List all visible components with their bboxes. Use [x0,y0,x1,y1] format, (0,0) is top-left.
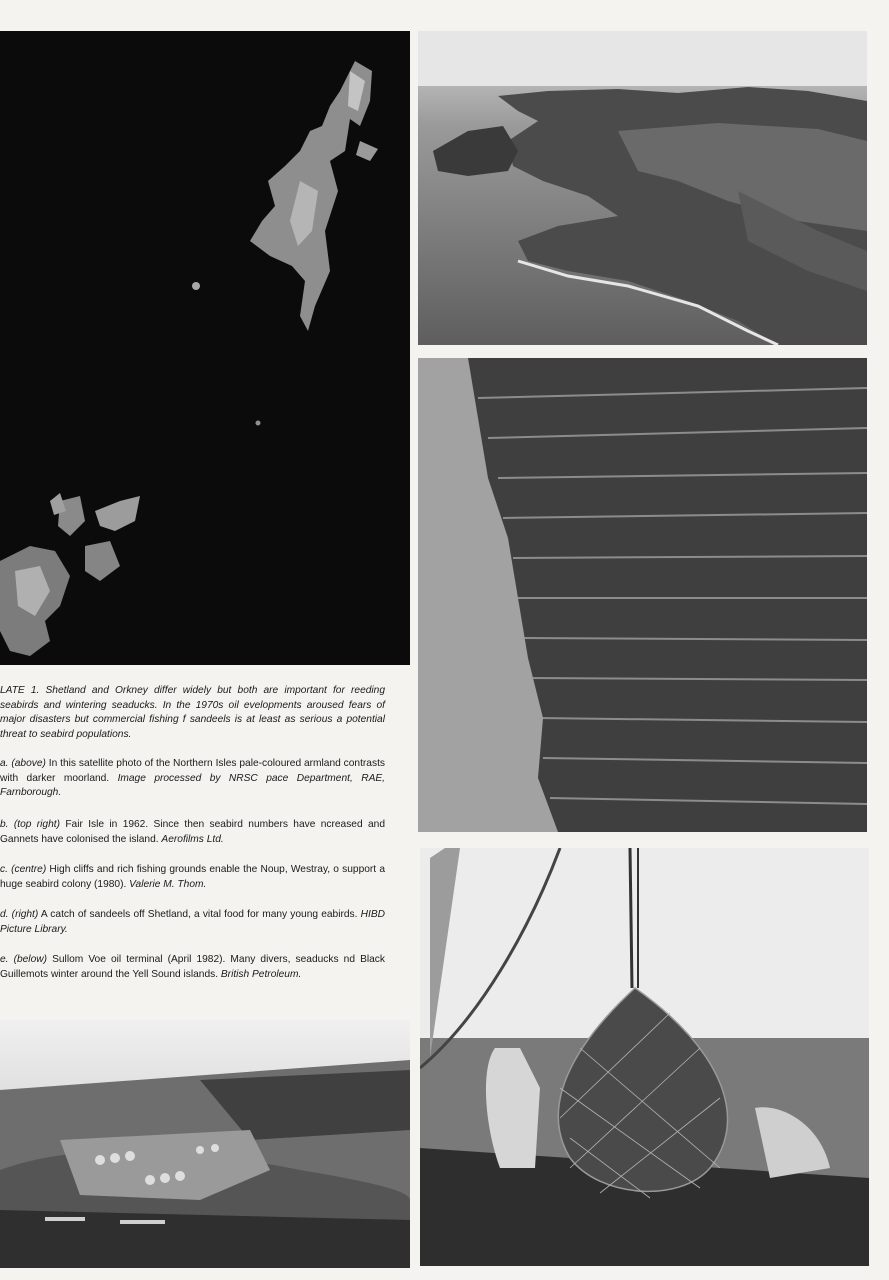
sandeel-catch-photo [420,848,869,1266]
caption-d-credit: HIBD Picture Library. [0,909,385,935]
caption-a-text: In this satellite photo of the Northern Isles pale-coloured armland contrasts with darker moorland. [0,758,385,784]
caption-b [0,818,385,847]
caption-d [0,908,385,937]
caption-e-text: Sullom Voe oil terminal (April 1982). Many divers, seaducks nd Black Guillemots winter around the Yell Sound islands. [0,954,385,980]
fair-isle-aerial-photo [418,31,867,345]
caption-b-text: Fair Isle in 1962. Since then seabird numbers have ncreased and Gannets have colonised the island. [0,819,385,845]
caption-c-text: High cliffs and rich fishing grounds enable the Noup, Westray, o support a huge seabird colony (1980). [0,864,385,890]
caption-a [0,757,385,801]
caption-d-label: d. (right) [0,909,39,920]
caption-c [0,863,385,892]
caption-a-credit: Image processed by NRSC pace Department, RAE, Farnborough. [0,772,385,798]
caption-e [0,953,385,982]
sullom-voe-oil-terminal-photo [0,1020,410,1268]
caption-a-label: a. (above) [0,758,46,769]
caption-d-text: A catch of sandeels off Shetland, a vital food for many young eabirds. [38,909,361,920]
caption-c-credit: Valerie M. Thom. [129,878,207,890]
satellite-photo-northern-isles [0,31,410,665]
caption-e-label: e. (below) [0,954,47,965]
plate-caption-intro: LATE 1. Shetland and Orkney differ widely but both are important for reeding seabirds and wintering seaducks. In the 1970s oil evelopments aroused fears of major disasters but commercial fishing f sandeels is at least as serious a potential threat to seabird populations. [0,685,385,740]
noup-westray-cliffs-photo [418,358,867,832]
caption-c-label: c. (centre) [0,864,47,875]
caption-b-label: b. (top right) [0,819,60,830]
caption-e-credit: British Petroleum. [220,968,302,980]
caption-b-credit: Aerofilms Ltd. [161,833,224,845]
